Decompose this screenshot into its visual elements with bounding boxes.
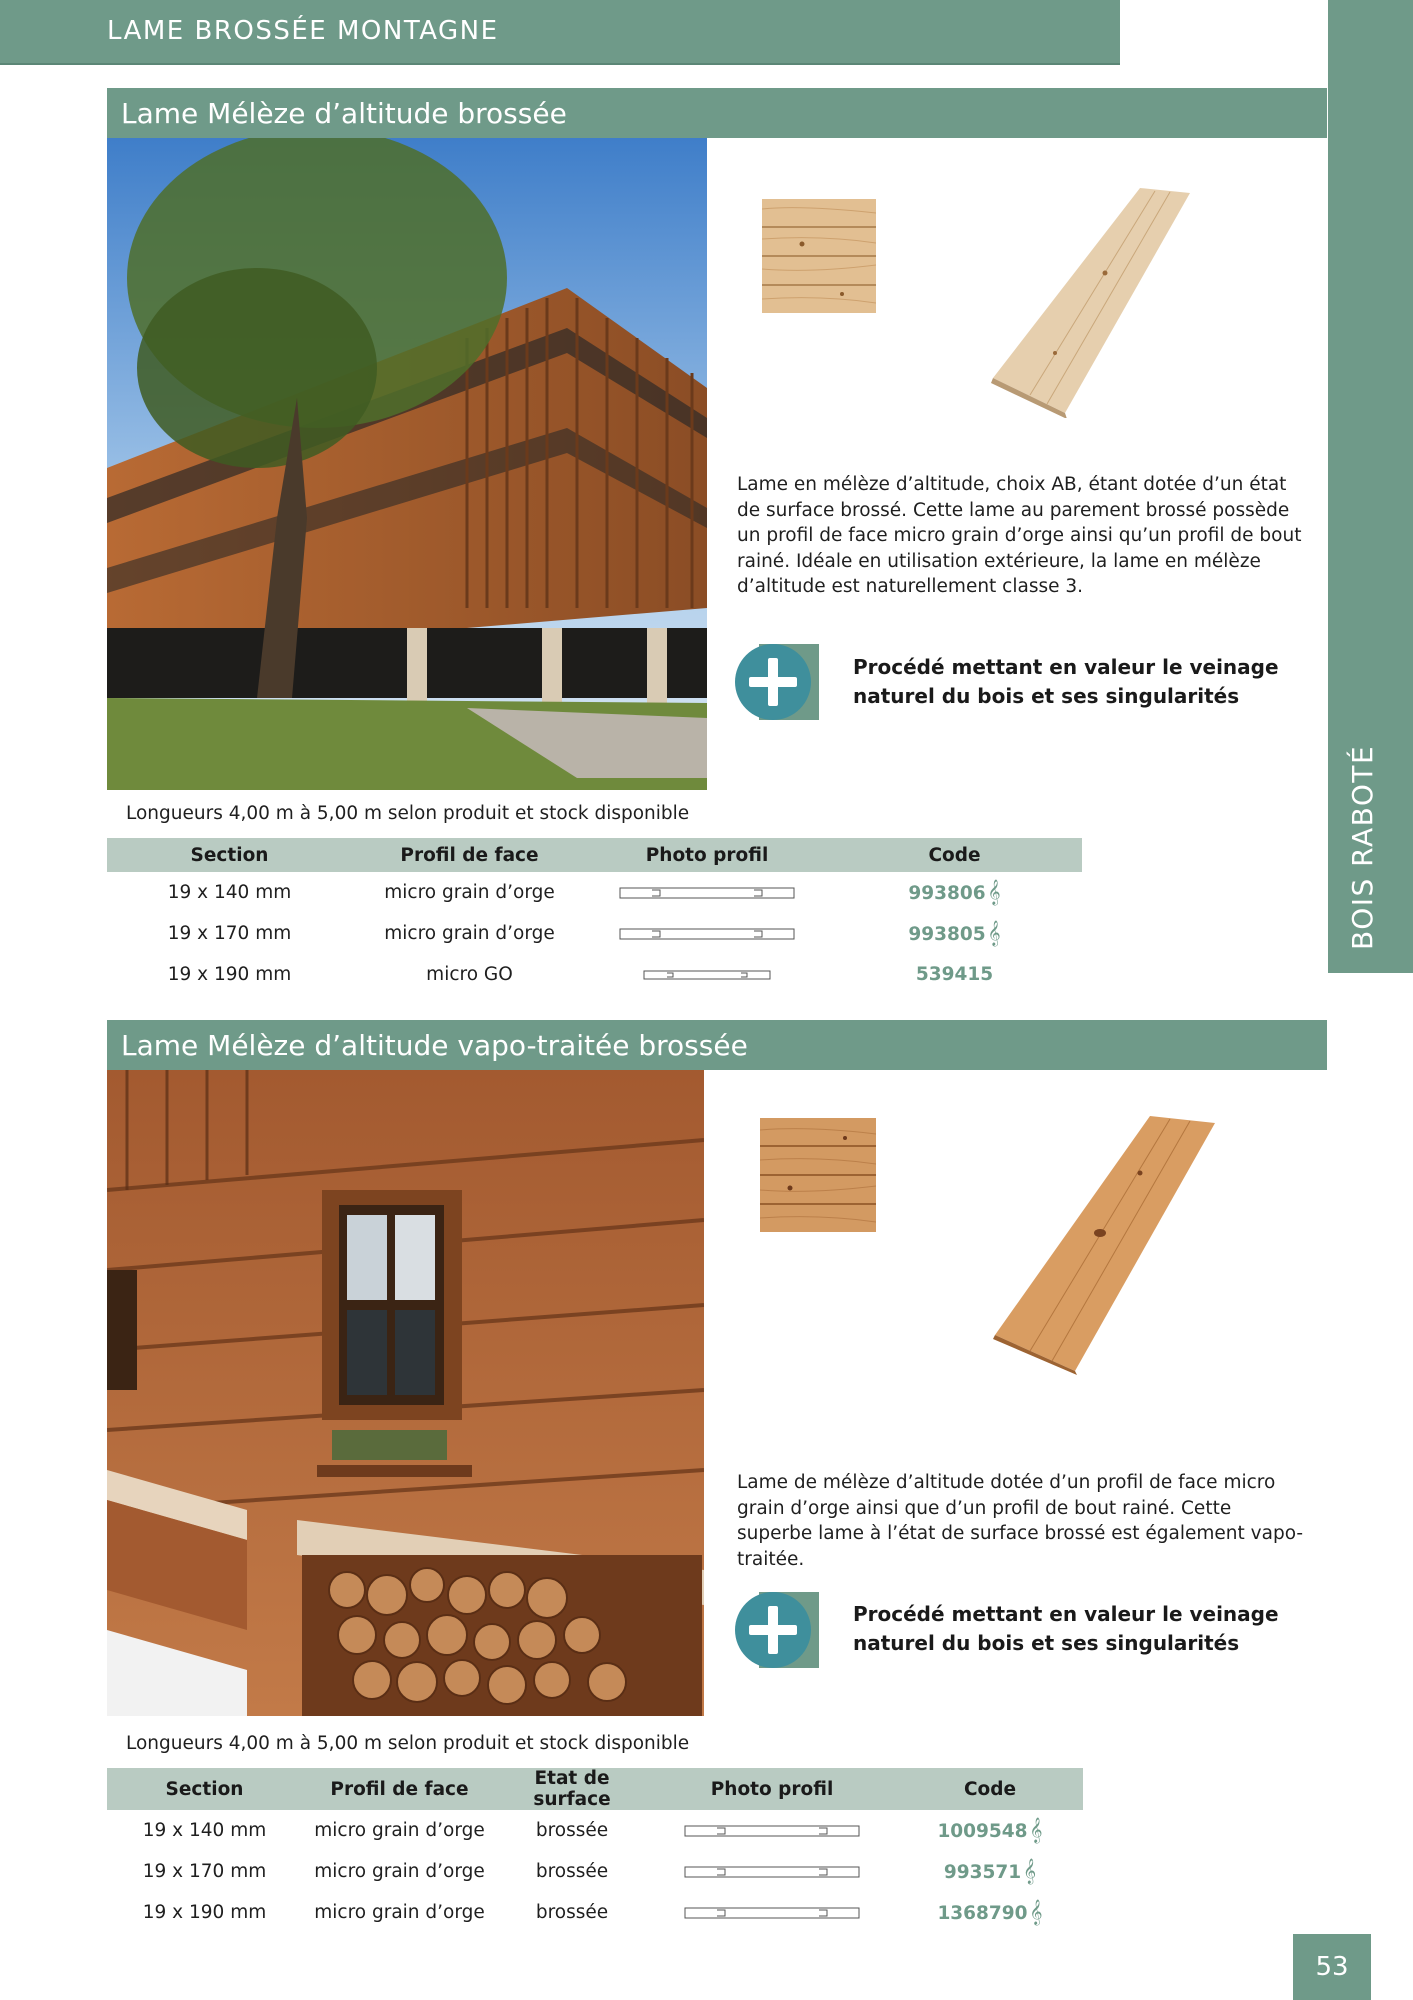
section-cell: 19 x 190 mm: [142, 1902, 267, 1923]
section-cell: 19 x 170 mm: [142, 1861, 267, 1882]
surface-cell: brossée: [535, 1820, 609, 1841]
section-title-bar: [107, 1020, 1327, 1070]
highlight-text: Procédé mettant en valeur le veinage naturel du bois et ses singularités: [853, 655, 1279, 708]
profile-drawing: [587, 913, 827, 954]
table-row: [107, 1851, 1083, 1892]
product-code-link[interactable]: 1009548: [937, 1821, 1028, 1842]
column-header: Code: [827, 838, 1082, 872]
lengths-note: Longueurs 4,00 m à 5,00 m selon produit et stock disponible: [126, 803, 690, 824]
section-cell: 19 x 140 mm: [142, 1820, 267, 1841]
column-header: Code: [897, 1768, 1083, 1810]
highlight-text: Procédé mettant en valeur le veinage naturel du bois et ses singularités: [853, 1602, 1279, 1655]
column-header: Section: [107, 1768, 302, 1810]
table-row: [107, 913, 1082, 954]
treble-clef-icon: 𝄞: [987, 880, 1001, 905]
profile-drawing: [647, 1851, 897, 1892]
page-number: 53: [1293, 1934, 1371, 2000]
plus-icon: [735, 644, 831, 720]
product-table: [107, 1768, 1083, 1933]
product-code-link[interactable]: 539415: [915, 964, 994, 985]
header-band: [0, 0, 1120, 65]
profile-cell: micro grain d’orge: [314, 1861, 485, 1882]
profile-cell: micro GO: [426, 964, 513, 985]
profile-cell: micro grain d’orge: [384, 882, 555, 903]
plus-icon: [735, 1592, 831, 1668]
code-cell[interactable]: [897, 1810, 1083, 1851]
wood-texture-swatch: [760, 1118, 876, 1232]
column-header: Etat de surface: [497, 1768, 647, 1810]
profile-drawing: [587, 872, 827, 913]
section-cell: 19 x 170 mm: [167, 923, 292, 944]
wood-texture-swatch: [762, 199, 876, 313]
building-photo: [107, 138, 707, 790]
treble-clef-icon: 𝄞: [987, 921, 1001, 946]
column-header: Profil de face: [302, 1768, 497, 1810]
table-row: [107, 1892, 1083, 1933]
product-description: Lame de mélèze d’altitude dotée d’un profil de face micro grain d’orge ainsi que d’un profil de bout rainé. Cette superbe lame à l’état de surface brossé est également vapo-traitée.: [737, 1472, 1304, 1570]
product-code-link[interactable]: 993571: [943, 1862, 1022, 1883]
profile-drawing: [647, 1892, 897, 1933]
column-header: Photo profil: [647, 1768, 897, 1810]
product-code-link[interactable]: 1368790: [937, 1903, 1028, 1924]
profile-cell: micro grain d’orge: [314, 1820, 485, 1841]
section-cell: 19 x 190 mm: [167, 964, 292, 985]
table-row: [107, 872, 1082, 913]
table-row: [107, 1810, 1083, 1851]
profile-cell: micro grain d’orge: [384, 923, 555, 944]
treble-clef-icon: 𝄞: [1029, 1900, 1043, 1925]
product-code-link[interactable]: 993805: [908, 924, 986, 945]
section-title: Lame Mélèze d’altitude vapo-traitée brossée: [121, 1029, 748, 1062]
wood-board-photo: [990, 1113, 1220, 1375]
chalet-photo: [107, 1070, 704, 1716]
column-header: Photo profil: [587, 838, 827, 872]
header-title: LAME BROSSÉE MONTAGNE: [107, 16, 499, 46]
code-cell[interactable]: [827, 872, 1082, 913]
treble-clef-icon: 𝄞: [1023, 1859, 1037, 1884]
wood-board-photo: [985, 183, 1195, 418]
code-cell[interactable]: [827, 954, 1082, 995]
surface-cell: brossée: [535, 1902, 609, 1923]
section-title: Lame Mélèze d’altitude brossée: [121, 97, 567, 130]
treble-clef-icon: 𝄞: [1029, 1818, 1043, 1843]
product-description: Lame en mélèze d’altitude, choix AB, étant dotée d’un état de surface brossé. Cette lame au parement brossé possède un profil de face micro grain d’orge ainsi qu’un profil de bout rainé. Idéale en utilisation extérieure, la lame en mélèze d’altitude est naturellement classe 3.: [737, 474, 1302, 597]
code-cell[interactable]: [897, 1892, 1083, 1933]
profile-cell: micro grain d’orge: [314, 1902, 485, 1923]
surface-cell: brossée: [535, 1861, 609, 1882]
product-table: [107, 838, 1082, 995]
code-cell[interactable]: [827, 913, 1082, 954]
column-header: Section: [107, 838, 352, 872]
side-tab-label: [1346, 860, 1413, 950]
column-header: Profil de face: [352, 838, 587, 872]
lengths-note: Longueurs 4,00 m à 5,00 m selon produit et stock disponible: [126, 1733, 690, 1754]
table-row: [107, 954, 1082, 995]
profile-drawing: [587, 954, 827, 995]
profile-drawing: [647, 1810, 897, 1851]
section-cell: 19 x 140 mm: [167, 882, 292, 903]
product-code-link[interactable]: 993806: [908, 883, 986, 904]
code-cell[interactable]: [897, 1851, 1083, 1892]
section-title-bar: [107, 88, 1327, 138]
